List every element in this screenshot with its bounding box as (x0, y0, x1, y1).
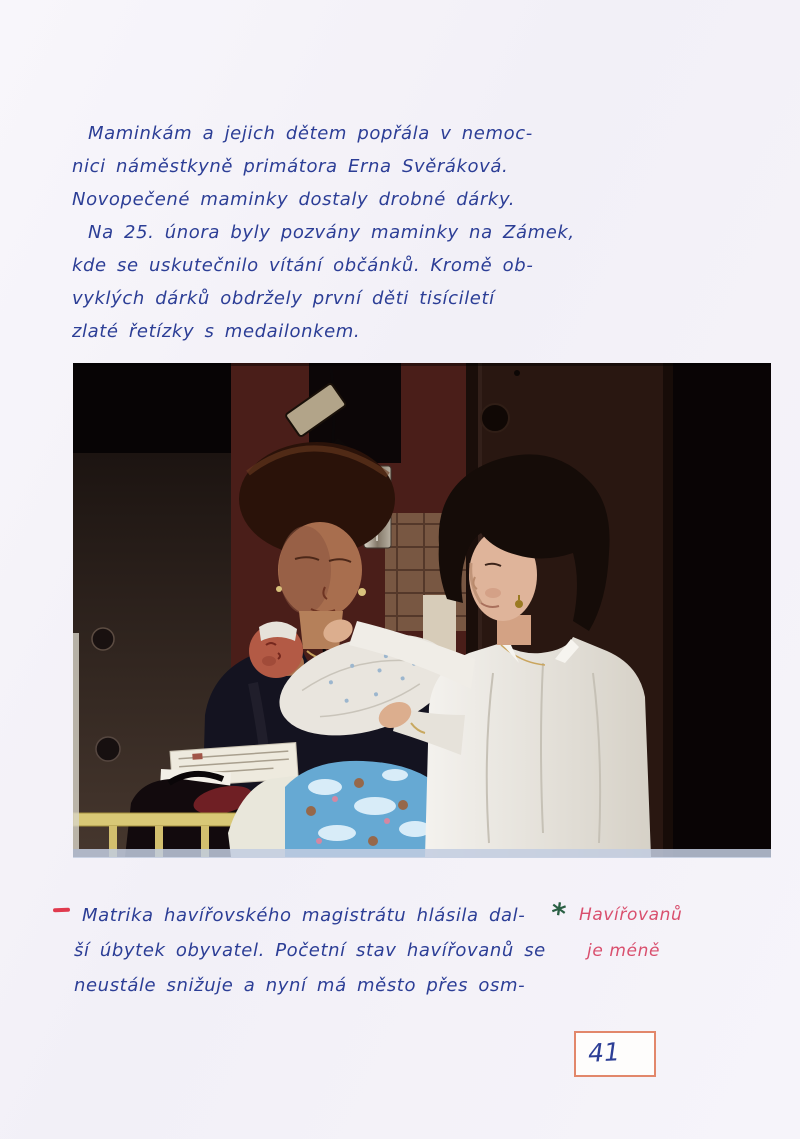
page-number-box (574, 1031, 656, 1077)
asterisk-marker-icon: * (548, 896, 568, 931)
handwriting-line: Na 25. února byly pozvány maminky na Zámek, (88, 222, 575, 243)
handwriting-line: vyklých dárků obdržely první děti tisíciletí (72, 288, 495, 309)
handwriting-line: zlaté řetízky s medailonkem. (72, 321, 361, 342)
handwriting-line: Matrika havířovského magistrátu hlásila dal- (82, 905, 526, 926)
handwriting-line: nici náměstkyně primátora Erna Svěráková. (72, 156, 509, 177)
handwriting-line: Maminkám a jejich dětem popřála v nemoc- (88, 123, 533, 144)
hospital-photo (73, 363, 771, 857)
margin-note (579, 897, 749, 969)
hospital-photo-scene (73, 363, 771, 857)
handwritten-paragraph-top (72, 117, 692, 348)
red-dash-marker (53, 908, 70, 913)
handwriting-line: Novopečené maminky dostaly drobné dárky. (72, 189, 516, 210)
page-number: 41 (587, 1037, 621, 1068)
handwriting-line: neustále snižuje a nyní má město přes osm- (74, 975, 526, 996)
handwriting-line: kde se uskutečnilo vítání občánků. Kromě ob- (72, 255, 534, 276)
margin-note-line: Havířovanů (579, 905, 683, 925)
handwritten-paragraph-bottom (74, 898, 594, 1003)
margin-note-line: je méně (587, 941, 661, 961)
handwriting-line: ší úbytek obyvatel. Početní stav havířovanů se (74, 940, 546, 961)
